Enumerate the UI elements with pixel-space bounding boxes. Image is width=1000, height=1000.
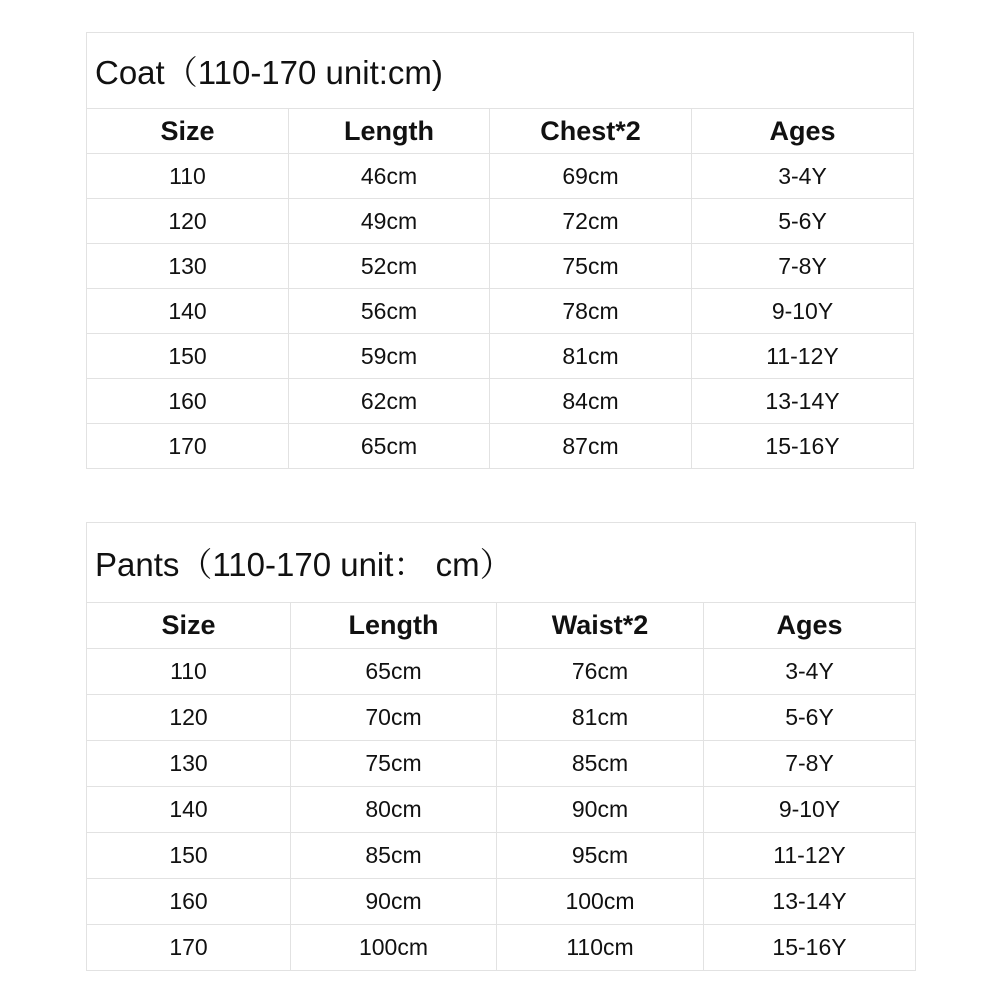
coat-header-row [87,109,914,154]
table-row [87,334,914,379]
coat-cell-chest: 69cm [490,154,692,199]
pants-cell-length: 65cm [291,649,497,695]
pants-cell-ages: 13-14Y [704,879,916,925]
pants-header-length: Length [291,603,497,649]
coat-cell-size: 140 [87,289,289,334]
pants-size-table [86,522,916,971]
pants-cell-waist: 85cm [497,741,704,787]
pants-cell-length: 100cm [291,925,497,971]
pants-header-waist: Waist*2 [497,603,704,649]
table-row [87,741,916,787]
coat-cell-length: 65cm [289,424,490,469]
pants-cell-length: 90cm [291,879,497,925]
coat-cell-length: 62cm [289,379,490,424]
coat-cell-chest: 75cm [490,244,692,289]
coat-cell-ages: 3-4Y [692,154,914,199]
pants-cell-size: 140 [87,787,291,833]
coat-cell-size: 170 [87,424,289,469]
coat-cell-chest: 78cm [490,289,692,334]
pants-cell-waist: 81cm [497,695,704,741]
table-row [87,379,914,424]
pants-cell-size: 120 [87,695,291,741]
table-row [87,833,916,879]
pants-cell-length: 80cm [291,787,497,833]
pants-cell-waist: 100cm [497,879,704,925]
pants-cell-waist: 76cm [497,649,704,695]
pants-cell-size: 170 [87,925,291,971]
table-row [87,199,914,244]
table-row [87,289,914,334]
pants-header-row [87,603,916,649]
coat-header-chest: Chest*2 [490,109,692,154]
coat-header-size: Size [87,109,289,154]
pants-cell-ages: 3-4Y [704,649,916,695]
coat-cell-size: 130 [87,244,289,289]
coat-cell-size: 120 [87,199,289,244]
coat-cell-ages: 5-6Y [692,199,914,244]
pants-cell-ages: 5-6Y [704,695,916,741]
coat-cell-size: 160 [87,379,289,424]
coat-cell-ages: 13-14Y [692,379,914,424]
pants-cell-length: 75cm [291,741,497,787]
pants-cell-length: 85cm [291,833,497,879]
pants-cell-size: 160 [87,879,291,925]
pants-header-size: Size [87,603,291,649]
coat-cell-chest: 81cm [490,334,692,379]
pants-title-row [87,523,916,603]
pants-table-title: Pants（110-170 unit： cm） [87,523,916,603]
coat-table-title: Coat（110-170 unit:cm) [87,33,914,109]
pants-cell-length: 70cm [291,695,497,741]
table-row [87,649,916,695]
coat-cell-ages: 7-8Y [692,244,914,289]
table-row [87,154,914,199]
coat-cell-length: 46cm [289,154,490,199]
pants-cell-size: 150 [87,833,291,879]
table-row [87,424,914,469]
coat-cell-ages: 15-16Y [692,424,914,469]
table-row [87,695,916,741]
pants-cell-waist: 90cm [497,787,704,833]
coat-title-row [87,33,914,109]
coat-cell-length: 49cm [289,199,490,244]
coat-cell-ages: 11-12Y [692,334,914,379]
pants-cell-ages: 11-12Y [704,833,916,879]
table-row [87,879,916,925]
coat-cell-chest: 72cm [490,199,692,244]
pants-cell-ages: 7-8Y [704,741,916,787]
coat-header-ages: Ages [692,109,914,154]
pants-cell-waist: 110cm [497,925,704,971]
coat-cell-size: 150 [87,334,289,379]
pants-cell-ages: 15-16Y [704,925,916,971]
pants-cell-ages: 9-10Y [704,787,916,833]
coat-cell-chest: 87cm [490,424,692,469]
pants-cell-size: 130 [87,741,291,787]
table-row [87,244,914,289]
coat-cell-chest: 84cm [490,379,692,424]
coat-header-length: Length [289,109,490,154]
coat-cell-length: 59cm [289,334,490,379]
coat-size-table [86,32,914,469]
coat-cell-size: 110 [87,154,289,199]
coat-cell-length: 56cm [289,289,490,334]
pants-cell-waist: 95cm [497,833,704,879]
pants-cell-size: 110 [87,649,291,695]
coat-cell-length: 52cm [289,244,490,289]
table-row [87,925,916,971]
table-row [87,787,916,833]
coat-cell-ages: 9-10Y [692,289,914,334]
pants-header-ages: Ages [704,603,916,649]
